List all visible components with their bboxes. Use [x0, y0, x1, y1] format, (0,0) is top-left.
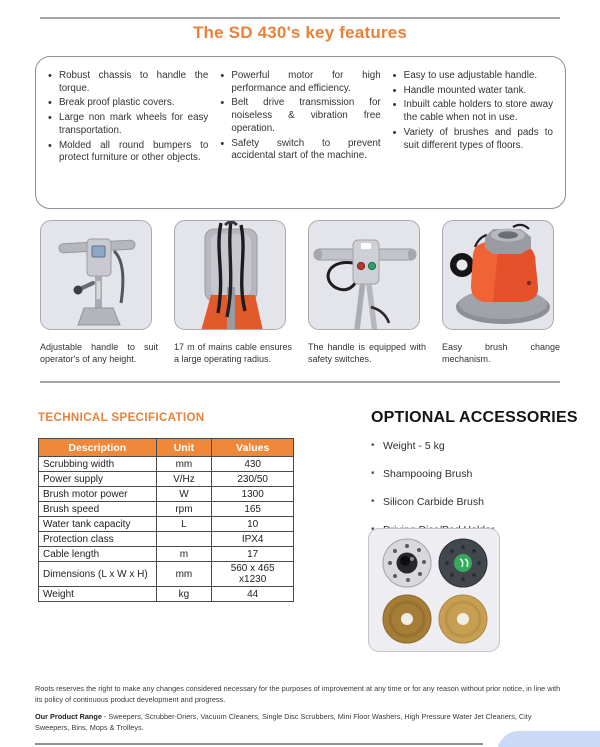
gallery-item — [40, 220, 158, 365]
spec-value: 230/50 — [212, 472, 294, 487]
bottom-divider — [35, 743, 483, 745]
feature-item: • Molded all round bumpers to protect furniture or other objects. — [46, 140, 208, 165]
spec-description: Power supply — [39, 472, 157, 487]
table-header-row — [39, 439, 294, 457]
table-row — [39, 517, 294, 532]
feature-item: • Robust chassis to handle the torque. — [46, 70, 208, 95]
feature-item: • Inbuilt cable holders to store away the cable when not in use. — [391, 99, 553, 124]
spec-description: Cable length — [39, 547, 157, 562]
table-row — [39, 587, 294, 602]
table-row — [39, 547, 294, 562]
gallery-caption: Easy brush change mechanism. — [442, 342, 560, 365]
spec-value: IPX4 — [212, 532, 294, 547]
spec-description: Dimensions (L x W x H) — [39, 562, 157, 587]
feature-item: • Handle mounted water tank. — [391, 85, 553, 98]
gallery-caption: The handle is equipped with safety switches. — [308, 342, 426, 365]
page-title: The SD 430's key features — [192, 23, 408, 42]
footer-disclaimer: Roots reserves the right to make any changes considered necessary for the purposes of improvement at any time or for any reason without prior notice, in line with its policy of continuous product development and progress. — [35, 684, 561, 704]
spec-unit — [156, 532, 212, 547]
gallery-item — [174, 220, 292, 365]
spec-description: Scrubbing width — [39, 457, 157, 472]
spec-unit: rpm — [156, 502, 212, 517]
gallery-item — [308, 220, 426, 365]
table-row — [39, 487, 294, 502]
product-range-label: Our Product Range — [35, 712, 102, 721]
features-column-1 — [46, 70, 208, 200]
features-column-2 — [218, 70, 380, 200]
accessory-item: • Silicon Carbide Brush — [371, 496, 494, 508]
product-range-text: - Sweepers, Scrubber-Driers, Vacuum Cleaners, Single Disc Scrubbers, Mini Floor Washers, High Pressure Water Jet Cleaners, City Sweepers, Bins, Mops & Trolleys. — [35, 712, 532, 732]
feature-item: • Variety of brushes and pads to suit different types of floors. — [391, 127, 553, 152]
table-row — [39, 562, 294, 587]
corner-decoration — [497, 731, 600, 747]
specification-table — [38, 438, 294, 602]
feature-item: • Large non mark wheels for easy transportation. — [46, 112, 208, 137]
table-row — [39, 532, 294, 547]
footer-product-range — [35, 712, 563, 734]
safety-switches-photo — [308, 220, 420, 330]
col-header-unit: Unit — [156, 439, 212, 457]
gallery-caption: 17 m of mains cable ensures a large operating radius. — [174, 342, 292, 365]
table-row — [39, 472, 294, 487]
spec-description: Weight — [39, 587, 157, 602]
spec-value: 1300 — [212, 487, 294, 502]
gallery-caption: Adjustable handle to suit operator's of any height. — [40, 342, 158, 365]
spec-value: 430 — [212, 457, 294, 472]
spec-unit: m — [156, 547, 212, 562]
feature-item: • Powerful motor for high performance and efficiency. — [218, 70, 380, 95]
spec-value: 165 — [212, 502, 294, 517]
gallery-item — [442, 220, 560, 365]
brush-change-photo — [442, 220, 554, 330]
table-row — [39, 502, 294, 517]
accessory-item: • Shampooing Brush — [371, 468, 494, 480]
feature-item: • Belt drive transmission for noiseless & vibration free operation. — [218, 97, 380, 135]
col-header-description: Description — [39, 439, 157, 457]
feature-item: • Safety switch to prevent accidental start of the machine. — [218, 138, 380, 163]
accessory-item: • Weight - 5 kg — [371, 440, 494, 452]
spec-unit: mm — [156, 562, 212, 587]
spec-value: 560 x 465 x1230 — [212, 562, 294, 587]
spec-value: 17 — [212, 547, 294, 562]
spec-unit: mm — [156, 457, 212, 472]
spec-description: Water tank capacity — [39, 517, 157, 532]
spec-description: Brush motor power — [39, 487, 157, 502]
feature-item: • Break proof plastic covers. — [46, 97, 208, 110]
section-divider — [40, 381, 560, 383]
col-header-values: Values — [212, 439, 294, 457]
spec-value: 44 — [212, 587, 294, 602]
brushes-and-pads-photo — [368, 528, 500, 652]
spec-unit: W — [156, 487, 212, 502]
spec-unit: kg — [156, 587, 212, 602]
top-divider — [40, 17, 560, 19]
technical-specification-heading: TECHNICAL SPECIFICATION — [38, 412, 205, 424]
spec-description: Brush speed — [39, 502, 157, 517]
mains-cable-photo — [174, 220, 286, 330]
features-column-3 — [391, 70, 553, 200]
optional-accessories-heading: OPTIONAL ACCESSORIES — [371, 409, 578, 426]
feature-item: • Easy to use adjustable handle. — [391, 70, 553, 83]
spec-unit: L — [156, 517, 212, 532]
spec-value: 10 — [212, 517, 294, 532]
table-row — [39, 457, 294, 472]
adjustable-handle-photo — [40, 220, 152, 330]
key-features-box — [35, 56, 566, 209]
spec-unit: V/Hz — [156, 472, 212, 487]
spec-description: Protection class — [39, 532, 157, 547]
